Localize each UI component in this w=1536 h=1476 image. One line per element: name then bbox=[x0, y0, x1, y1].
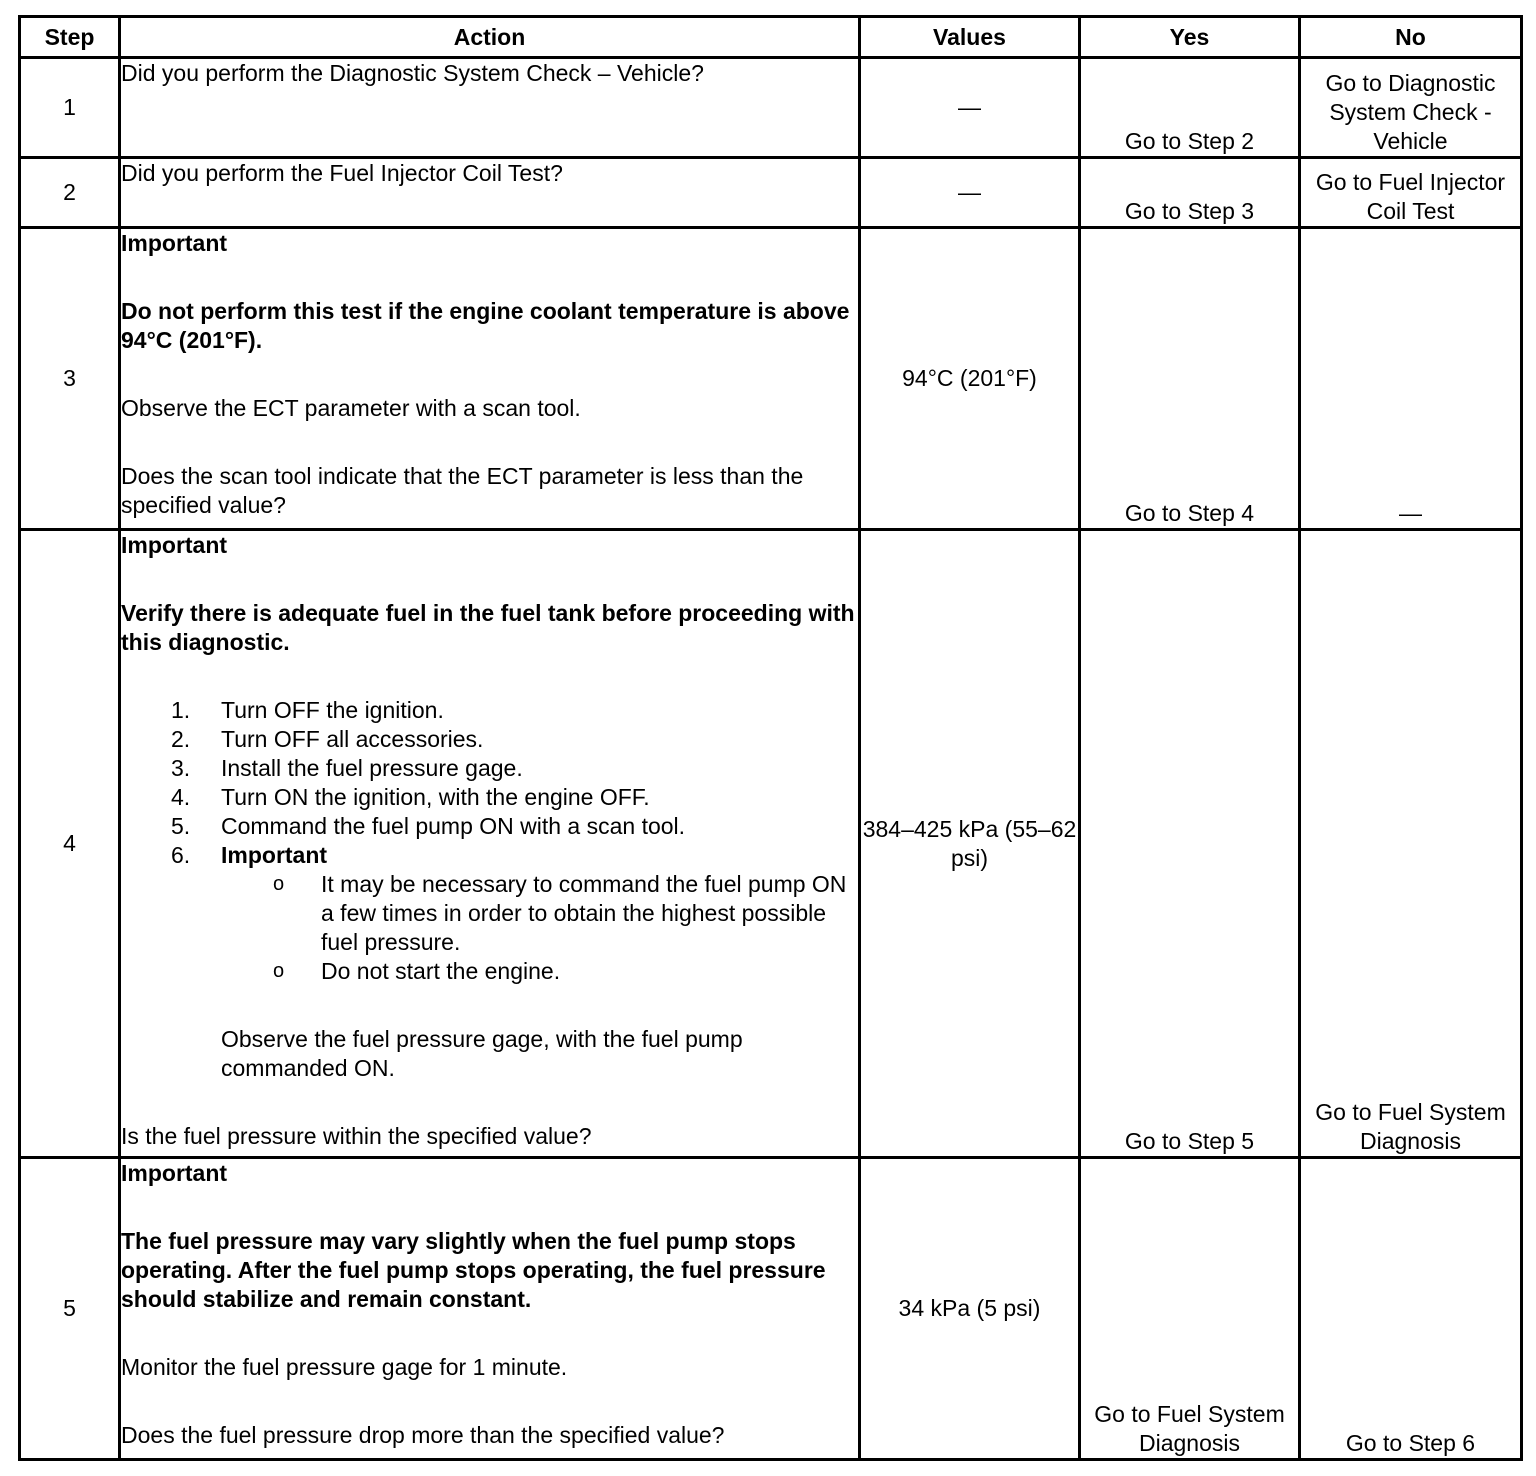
bullet-marker: o bbox=[273, 960, 285, 982]
header-yes: Yes bbox=[1080, 17, 1300, 58]
value-cell: 34 kPa (5 psi) bbox=[860, 1158, 1080, 1460]
table-header-row bbox=[20, 17, 1522, 58]
header-action: Action bbox=[120, 17, 860, 58]
important-text: The fuel pressure may vary slightly when the fuel pump stops operating. After the fuel pump stops operating, the fuel pressure should stabilize and remain constant. bbox=[121, 1228, 826, 1312]
substep-number: 3. bbox=[171, 755, 191, 781]
list-item bbox=[221, 870, 858, 957]
table-row bbox=[20, 158, 1522, 228]
action-instruction: Observe the ECT parameter with a scan tool. bbox=[121, 395, 581, 421]
bullet-marker: o bbox=[273, 873, 285, 895]
action-cell bbox=[120, 1158, 860, 1460]
list-item bbox=[121, 812, 858, 841]
yes-cell: Go to Step 5 bbox=[1080, 530, 1300, 1158]
substep-text: Command the fuel pump ON with a scan tool. bbox=[221, 813, 686, 839]
action-question: Is the fuel pressure within the specified value? bbox=[121, 1123, 592, 1149]
table-row bbox=[20, 228, 1522, 530]
step-number: 1 bbox=[20, 58, 120, 158]
substep-list bbox=[121, 696, 858, 986]
important-label: Important bbox=[121, 230, 228, 256]
yes-cell: Go to Fuel System Diagnosis bbox=[1080, 1158, 1300, 1460]
action-instruction: Monitor the fuel pressure gage for 1 minute. bbox=[121, 1354, 568, 1380]
substep-text: Turn ON the ignition, with the engine OFF. bbox=[221, 784, 650, 810]
value-cell: — bbox=[860, 158, 1080, 228]
list-item bbox=[121, 754, 858, 783]
important-text: Verify there is adequate fuel in the fuel tank before proceeding with this diagnostic. bbox=[121, 600, 855, 655]
value-cell: 94°C (201°F) bbox=[860, 228, 1080, 530]
action-question: Did you perform the Fuel Injector Coil Test? bbox=[121, 160, 563, 186]
important-text: Do not perform this test if the engine coolant temperature is above 94°C (201°F). bbox=[121, 298, 850, 353]
action-question: Does the fuel pressure drop more than the specified value? bbox=[121, 1422, 725, 1448]
step-number: 5 bbox=[20, 1158, 120, 1460]
no-cell: — bbox=[1300, 228, 1522, 530]
important-label: Important bbox=[121, 532, 228, 558]
substep-number: 1. bbox=[171, 697, 191, 723]
substep-text: Install the fuel pressure gage. bbox=[221, 755, 523, 781]
no-cell: Go to Fuel System Diagnosis bbox=[1300, 530, 1522, 1158]
table-row bbox=[20, 58, 1522, 158]
yes-cell: Go to Step 3 bbox=[1080, 158, 1300, 228]
no-cell: Go to Fuel Injector Coil Test bbox=[1300, 158, 1522, 228]
value-cell: 384–425 kPa (55–62 psi) bbox=[860, 530, 1080, 1158]
header-values: Values bbox=[860, 17, 1080, 58]
no-cell: Go to Diagnostic System Check - Vehicle bbox=[1300, 58, 1522, 158]
substep-text: Turn OFF all accessories. bbox=[221, 726, 484, 752]
no-cell: Go to Step 6 bbox=[1300, 1158, 1522, 1460]
action-cell bbox=[120, 530, 860, 1158]
step-number: 3 bbox=[20, 228, 120, 530]
substep-number: 6. bbox=[171, 842, 191, 868]
header-step: Step bbox=[20, 17, 120, 58]
list-item bbox=[121, 783, 858, 812]
substep-number: 5. bbox=[171, 813, 191, 839]
action-note: Observe the fuel pressure gage, with the fuel pump commanded ON. bbox=[221, 1026, 743, 1081]
list-item bbox=[121, 696, 858, 725]
substep-number: 2. bbox=[171, 726, 191, 752]
diagnostic-table bbox=[18, 15, 1523, 1461]
action-question: Does the scan tool indicate that the ECT parameter is less than the specified value? bbox=[121, 463, 804, 518]
value-cell: — bbox=[860, 58, 1080, 158]
yes-cell: Go to Step 4 bbox=[1080, 228, 1300, 530]
substep-number: 4. bbox=[171, 784, 191, 810]
table-row bbox=[20, 530, 1522, 1158]
yes-cell: Go to Step 2 bbox=[1080, 58, 1300, 158]
bullet-text: It may be necessary to command the fuel pump ON a few times in order to obtain the highest possible fuel pressure. bbox=[321, 871, 847, 955]
action-question: Did you perform the Diagnostic System Check – Vehicle? bbox=[121, 60, 704, 86]
substep-important-label: Important bbox=[221, 842, 328, 868]
list-item bbox=[121, 841, 858, 986]
list-item bbox=[221, 957, 858, 986]
header-no: No bbox=[1300, 17, 1522, 58]
bullet-list bbox=[221, 870, 858, 986]
substep-text: Turn OFF the ignition. bbox=[221, 697, 444, 723]
step-number: 4 bbox=[20, 530, 120, 1158]
list-item bbox=[121, 725, 858, 754]
action-cell bbox=[120, 228, 860, 530]
action-cell bbox=[120, 58, 860, 158]
step-number: 2 bbox=[20, 158, 120, 228]
action-cell bbox=[120, 158, 860, 228]
bullet-text: Do not start the engine. bbox=[321, 958, 561, 984]
important-label: Important bbox=[121, 1160, 228, 1186]
table-row bbox=[20, 1158, 1522, 1460]
